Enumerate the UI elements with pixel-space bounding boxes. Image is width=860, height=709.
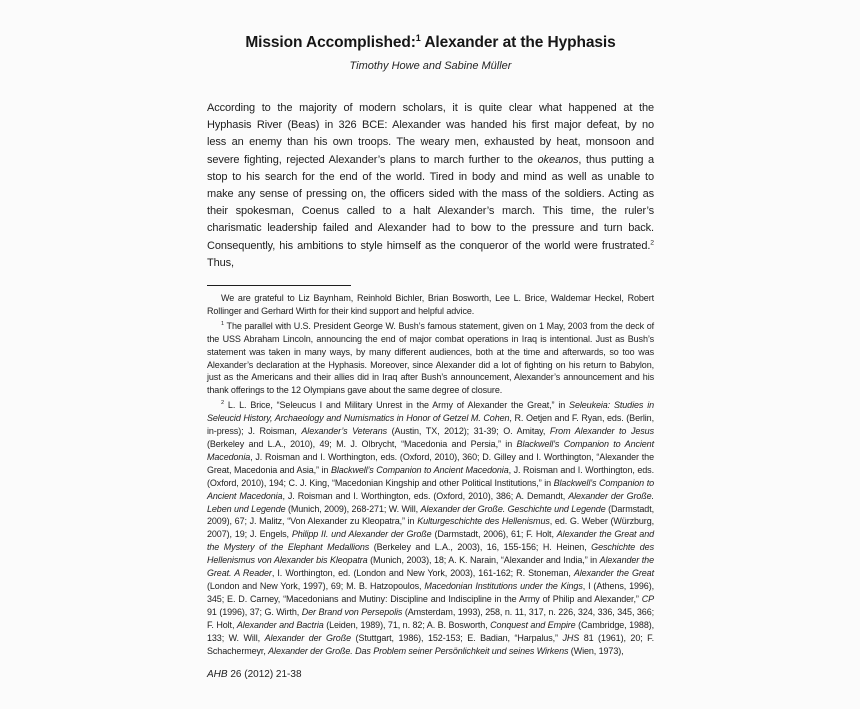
paper-authors: Timothy Howe and Sabine Müller xyxy=(349,60,512,72)
text-column xyxy=(207,0,654,680)
body-paragraph: According to the majority of modern scholars, it is quite clear what happened at the Hyphasis River (Beas) in 326 BCE: Alexander was handed his first major defeat, by no less an enemy than his own troops. The weary men, exhausted by heat, monsoon and severe fighting, rejected Alexander’s plans to march further to the okeanos, thus putting a stop to his search for the end of the world. Tired in body and mind as well as unable to make any sense of pressing on, the officers sided with the mass of the soldiers. Acting as their spokesman, Coenus called to a halt Alexander’s march. This time, the ruler’s charismatic leadership failed and Alexander had to bow to the pressure and turn back. Consequently, his ambitions to style himself as the conqueror of the world were frustrated.$^2$ Thus, xyxy=(207,102,654,269)
journal-footer: AHB 26 (2012) 21-38 xyxy=(207,669,302,681)
footnote-2: $^2$ L. L. Brice, “Seleucus I and Military Unrest in the Army of Alexander the Great,” in Seleukeia: Studies in Seleucid History, Archaeology and Numismatics in Honor of Getzel M. Cohen, R. Oetjen and F. Ryan, eds. (Berlin, in-press); J. Roisman, Alexander’s Veterans (Austin, TX, 2012); 31-39; O. Amitay, From Alexander to Jesus (Berkeley and L.A., 2010), 49; M. J. Olbrycht, “Macedonia and Persia,” in Blackwell’s Companion to Ancient Macedonia, J. Roisman and I. Worthington, eds. (Oxford, 2010), 360; D. Gilley and I. Worthington, “Alexander the Great, Macedonia and Asia,” in Blackwell’s Companion to Ancient Macedonia, J. Roisman and I. Worthington, eds. (Oxford, 2010), 194; C. J. King, “Macedonian Kingship and other Political Institutions,” in Blackwell’s Companion to Ancient Macedonia, J. Roisman and I. Worthington, eds. (Oxford, 2010), 386; A. Demandt, Alexander der Große. Leben und Legende (Munich, 2009), 268-271; W. Will, Alexander der Große. Geschichte und Legende (Darmstadt, 2009), 67; J. Malitz, “Von Alexander zu Kleopatra,” in Kulturgeschichte des Hellenismus, ed. G. Weber (Würzburg, 2007), 19; J. Engels, Philipp II. und Alexander der Große (Darmstadt, 2006), 61; F. Holt, Alexander the Great and the Mystery of the Elephant Medallions (Berkeley and L.A., 2003), 16, 155-156; H. Heinen, Geschichte des Hellenismus von Alexander bis Kleopatra (Munich, 2003), 18; A. K. Narain, “Alexander and India,” in Alexander the Great. A Reader, I. Worthington, ed. (London and New York, 2003), 161-162; R. Stoneman, Alexander the Great (London and New York, 1997), 69; M. B. Hatzopoulos, Macedonian Institutions under the Kings, I (Athens, 1996), 345; E. D. Carney, “Macedonians and Mutiny: Discipline and Indiscipline in the Army of Philip and Alexander,” CP 91 (1996), 37; G. Wirth, Der Brand von Persepolis (Amsterdam, 1993), 258, n. 11, 317, n. 226, 324, 336, 345, 366; F. Holt, Alexander and Bactria (Leiden, 1989), 71, n. 82; A. B. Bosworth, Conquest and Empire (Cambridge, 1988), 133; W. Will, Alexander der Große (Stuttgart, 1986), 152-153; E. Badian, “Harpalus,” JHS 81 (1961), 20; F. Schachermeyr, Alexander der Große. Das Problem seiner Persönlichkeit und seines Wirkens (Wien, 1973), xyxy=(207,400,655,656)
paper-title: Mission Accomplished:$^1$ Alexander at the Hyphasis xyxy=(245,32,616,51)
footnote-separator-rule xyxy=(207,285,351,286)
footnote-acknowledgment: We are grateful to Liz Baynham, Reinhold Bichler, Brian Bosworth, Lee L. Brice, Waldemar Heckel, Robert Rollinger and Gerhard Wirth for their kind support and helpful advice. xyxy=(207,293,654,316)
footnote-1: $^1$ The parallel with U.S. President George W. Bush’s famous statement, given on 1 May, 2003 from the deck of the USS Abraham Lincoln, announcing the end of major combat operations in Iraq is intentional. Just as Bush’s statement was taken in many ways, by many different audiences, both at the time and afterwards, so too was Alexander’s declaration at the Hyphasis. Moreover, since Alexander did a lot of fighting on his return to Babylon, just as the Americans and their allies did in Iraq after Bush’s announcement, Alexander’s announcement and his thank offerings to the 12 Olympians gave about the same degree of closure. xyxy=(207,320,654,396)
